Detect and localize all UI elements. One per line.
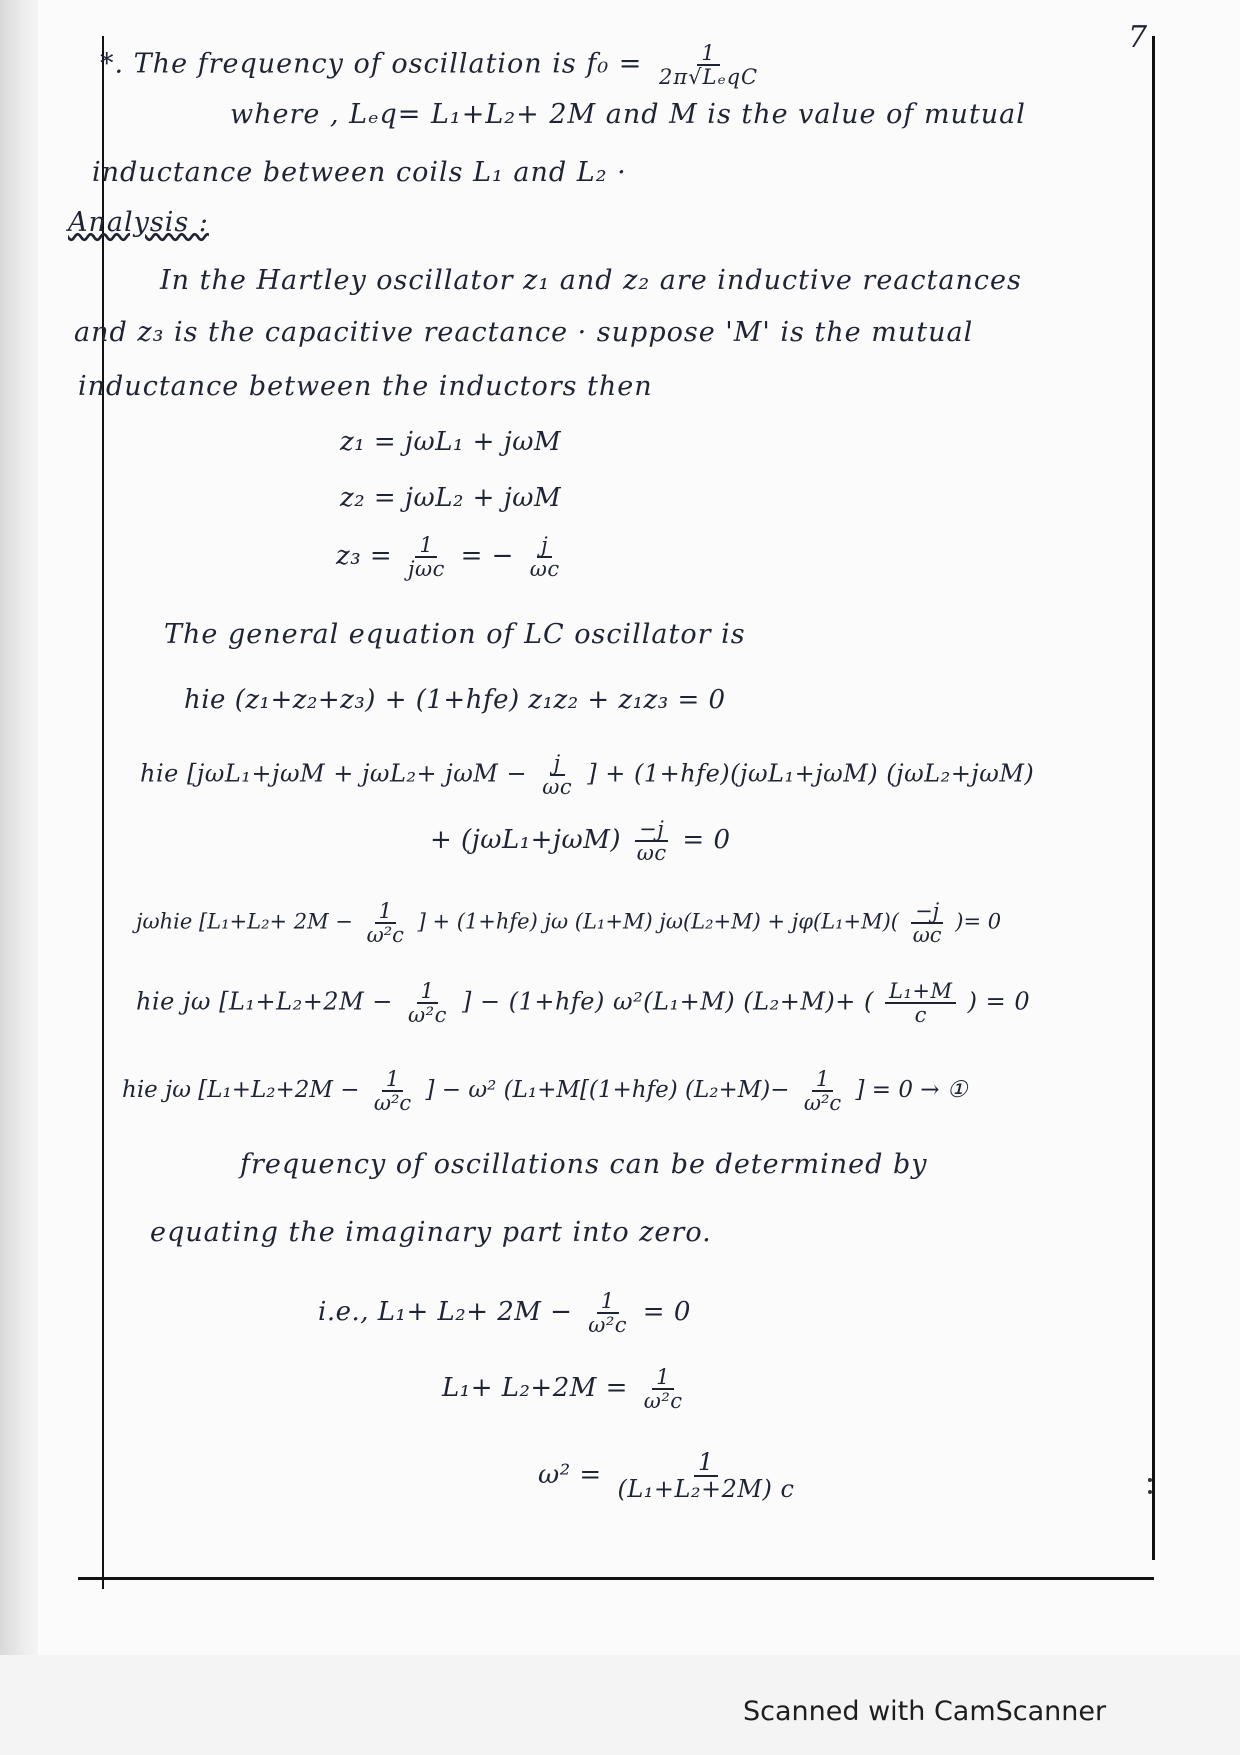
z3-f1-numerator: 1: [415, 534, 437, 558]
frequency-line-1: frequency of oscillations can be determined by: [240, 1149, 928, 1180]
eq4-part-b: ] + (1+hfe) jω (L₁+M) jω(L₂+M) + jφ(L₁+M)(: [417, 909, 899, 934]
eq3-part-a: + (jωL₁+jωM): [430, 825, 621, 856]
z3-f1-denominator: jωc: [407, 557, 445, 582]
eq3-numerator: −j: [635, 818, 668, 842]
eq5-part-c: ) = 0: [967, 987, 1031, 1016]
eq6-numerator: 1: [382, 1068, 403, 1092]
eq6-part-b: ] − ω² (L₁+M[(1+hfe) (L₂+M)−: [425, 1077, 790, 1104]
eq6-part-a: hie jω [L₁+L₂+2M −: [122, 1077, 360, 1104]
z3-f2-denominator: ωc: [529, 557, 560, 582]
eq9-part-a: ω² =: [538, 1460, 602, 1491]
general-heading: The general equation of LC oscillator is: [164, 619, 746, 650]
eq9-numerator: 1: [694, 1450, 718, 1477]
eq7-fraction: [584, 1290, 631, 1336]
eq4-numerator-2: −j: [911, 900, 943, 924]
z2-equation: z₂ = jωL₂ + jωM: [340, 483, 562, 513]
substitution-line-2: [430, 818, 730, 864]
right-border-line: [1152, 36, 1155, 1560]
eq5-denominator-2: c: [914, 1003, 927, 1028]
frequency-statement-text: *. The frequency of oscillation is f₀ =: [100, 48, 643, 80]
eq4-denominator-2: ωc: [912, 923, 942, 948]
speck-mark: [1148, 1478, 1152, 1482]
eq6-numerator-2: 1: [812, 1068, 833, 1092]
eq4-denominator: ω²c: [366, 923, 404, 948]
fo-denominator: 2π√LₑqC: [658, 65, 759, 90]
eq4-part-c: )= 0: [955, 909, 1002, 934]
analysis-line-1: In the Hartley oscillator z₁ and z₂ are inductive reactances: [160, 265, 1022, 296]
eq9-fraction: [613, 1450, 798, 1502]
eq7-denominator: ω²c: [588, 1313, 628, 1338]
eq5-numerator-2: L₁+M: [885, 980, 956, 1004]
z1-equation: z₁ = jωL₁ + jωM: [340, 427, 562, 457]
eq6-fraction: [370, 1068, 415, 1114]
fo-numerator: 1: [697, 42, 719, 66]
rearranged-equation: [442, 1366, 690, 1412]
analysis-line-3: inductance between the inductors then: [78, 371, 653, 402]
page-number: 7: [1128, 20, 1148, 55]
z3-equation: [336, 534, 567, 580]
eq8-denominator: ω²c: [643, 1389, 683, 1414]
eq2-numerator: j: [550, 752, 565, 776]
expansion-line-1: [136, 900, 1001, 946]
bottom-border-line: [78, 1577, 1154, 1580]
substitution-line-1: [140, 752, 1034, 798]
eq8-part-a: L₁+ L₂+2M =: [442, 1373, 628, 1404]
eq8-fraction: [640, 1366, 687, 1412]
eq6-denominator: ω²c: [373, 1091, 412, 1116]
eq3-denominator: ωc: [636, 841, 667, 866]
inductance-line: inductance between coils L₁ and L₂ ·: [92, 157, 627, 188]
eq6-fraction-2: [800, 1068, 845, 1114]
eq5-denominator: ω²c: [408, 1003, 447, 1028]
frequency-statement: [100, 42, 765, 88]
z3-fraction-1: [404, 534, 449, 580]
margin-line: [102, 36, 104, 1589]
eq7-numerator: 1: [597, 1290, 619, 1314]
eq4-part-a: jωhie [L₁+L₂+ 2M −: [136, 909, 353, 934]
analysis-heading: Analysis :: [68, 207, 209, 238]
eq5-part-a: hie jω [L₁+L₂+2M −: [136, 987, 393, 1016]
eq3-fraction: [633, 818, 671, 864]
fo-fraction: [655, 42, 762, 88]
expansion-line-2: [136, 980, 1030, 1026]
z3-lhs: z₃ =: [336, 541, 393, 572]
z3-f2-numerator: j: [537, 534, 552, 558]
omega-squared-equation: [538, 1450, 801, 1502]
eq4-numerator: 1: [375, 900, 396, 924]
general-equation: hie (z₁+z₂+z₃) + (1+hfe) z₁z₂ + z₁z₃ = 0: [184, 685, 726, 715]
eq8-numerator: 1: [652, 1366, 674, 1390]
eq6-denominator-2: ω²c: [803, 1091, 842, 1116]
eq2-denominator: ωc: [542, 775, 573, 800]
eq5-numerator: 1: [417, 980, 439, 1004]
eq7-part-b: = 0: [642, 1297, 691, 1328]
eq2-part-b: ] + (1+hfe)(jωL₁+jωM) (jωL₂+jωM): [587, 759, 1035, 788]
z3-fraction-2: [526, 534, 564, 580]
z3-equals: = −: [460, 541, 514, 572]
eq3-part-b: = 0: [682, 825, 731, 856]
eq6-part-c: ] = 0 → ①: [855, 1077, 968, 1104]
scan-shadow: [0, 0, 38, 1655]
eq5-part-b: ] − (1+hfe) ω²(L₁+M) (L₂+M)+ (: [461, 987, 874, 1016]
condition-equation: [318, 1290, 691, 1336]
expansion-line-3: [122, 1068, 968, 1114]
eq5-fraction-2: [885, 980, 956, 1026]
leq-definition: where , Lₑq= L₁+L₂+ 2M and M is the value of mutual: [230, 99, 1026, 130]
eq2-part-a: hie [jωL₁+jωM + jωL₂+ jωM −: [140, 759, 528, 788]
eq7-part-a: i.e., L₁+ L₂+ 2M −: [318, 1297, 573, 1328]
frequency-line-2: equating the imaginary part into zero.: [150, 1217, 712, 1248]
speck-mark: [1148, 1490, 1152, 1494]
eq2-fraction: [538, 752, 576, 798]
eq9-denominator: (L₁+L₂+2M) c: [617, 1475, 795, 1504]
analysis-line-2: and z₃ is the capacitive reactance · suppose 'M' is the mutual: [74, 317, 974, 348]
eq5-fraction: [404, 980, 451, 1026]
eq4-fraction-2: [909, 900, 946, 946]
eq4-fraction: [363, 900, 408, 946]
camscanner-watermark: Scanned with CamScanner: [743, 1696, 1107, 1727]
